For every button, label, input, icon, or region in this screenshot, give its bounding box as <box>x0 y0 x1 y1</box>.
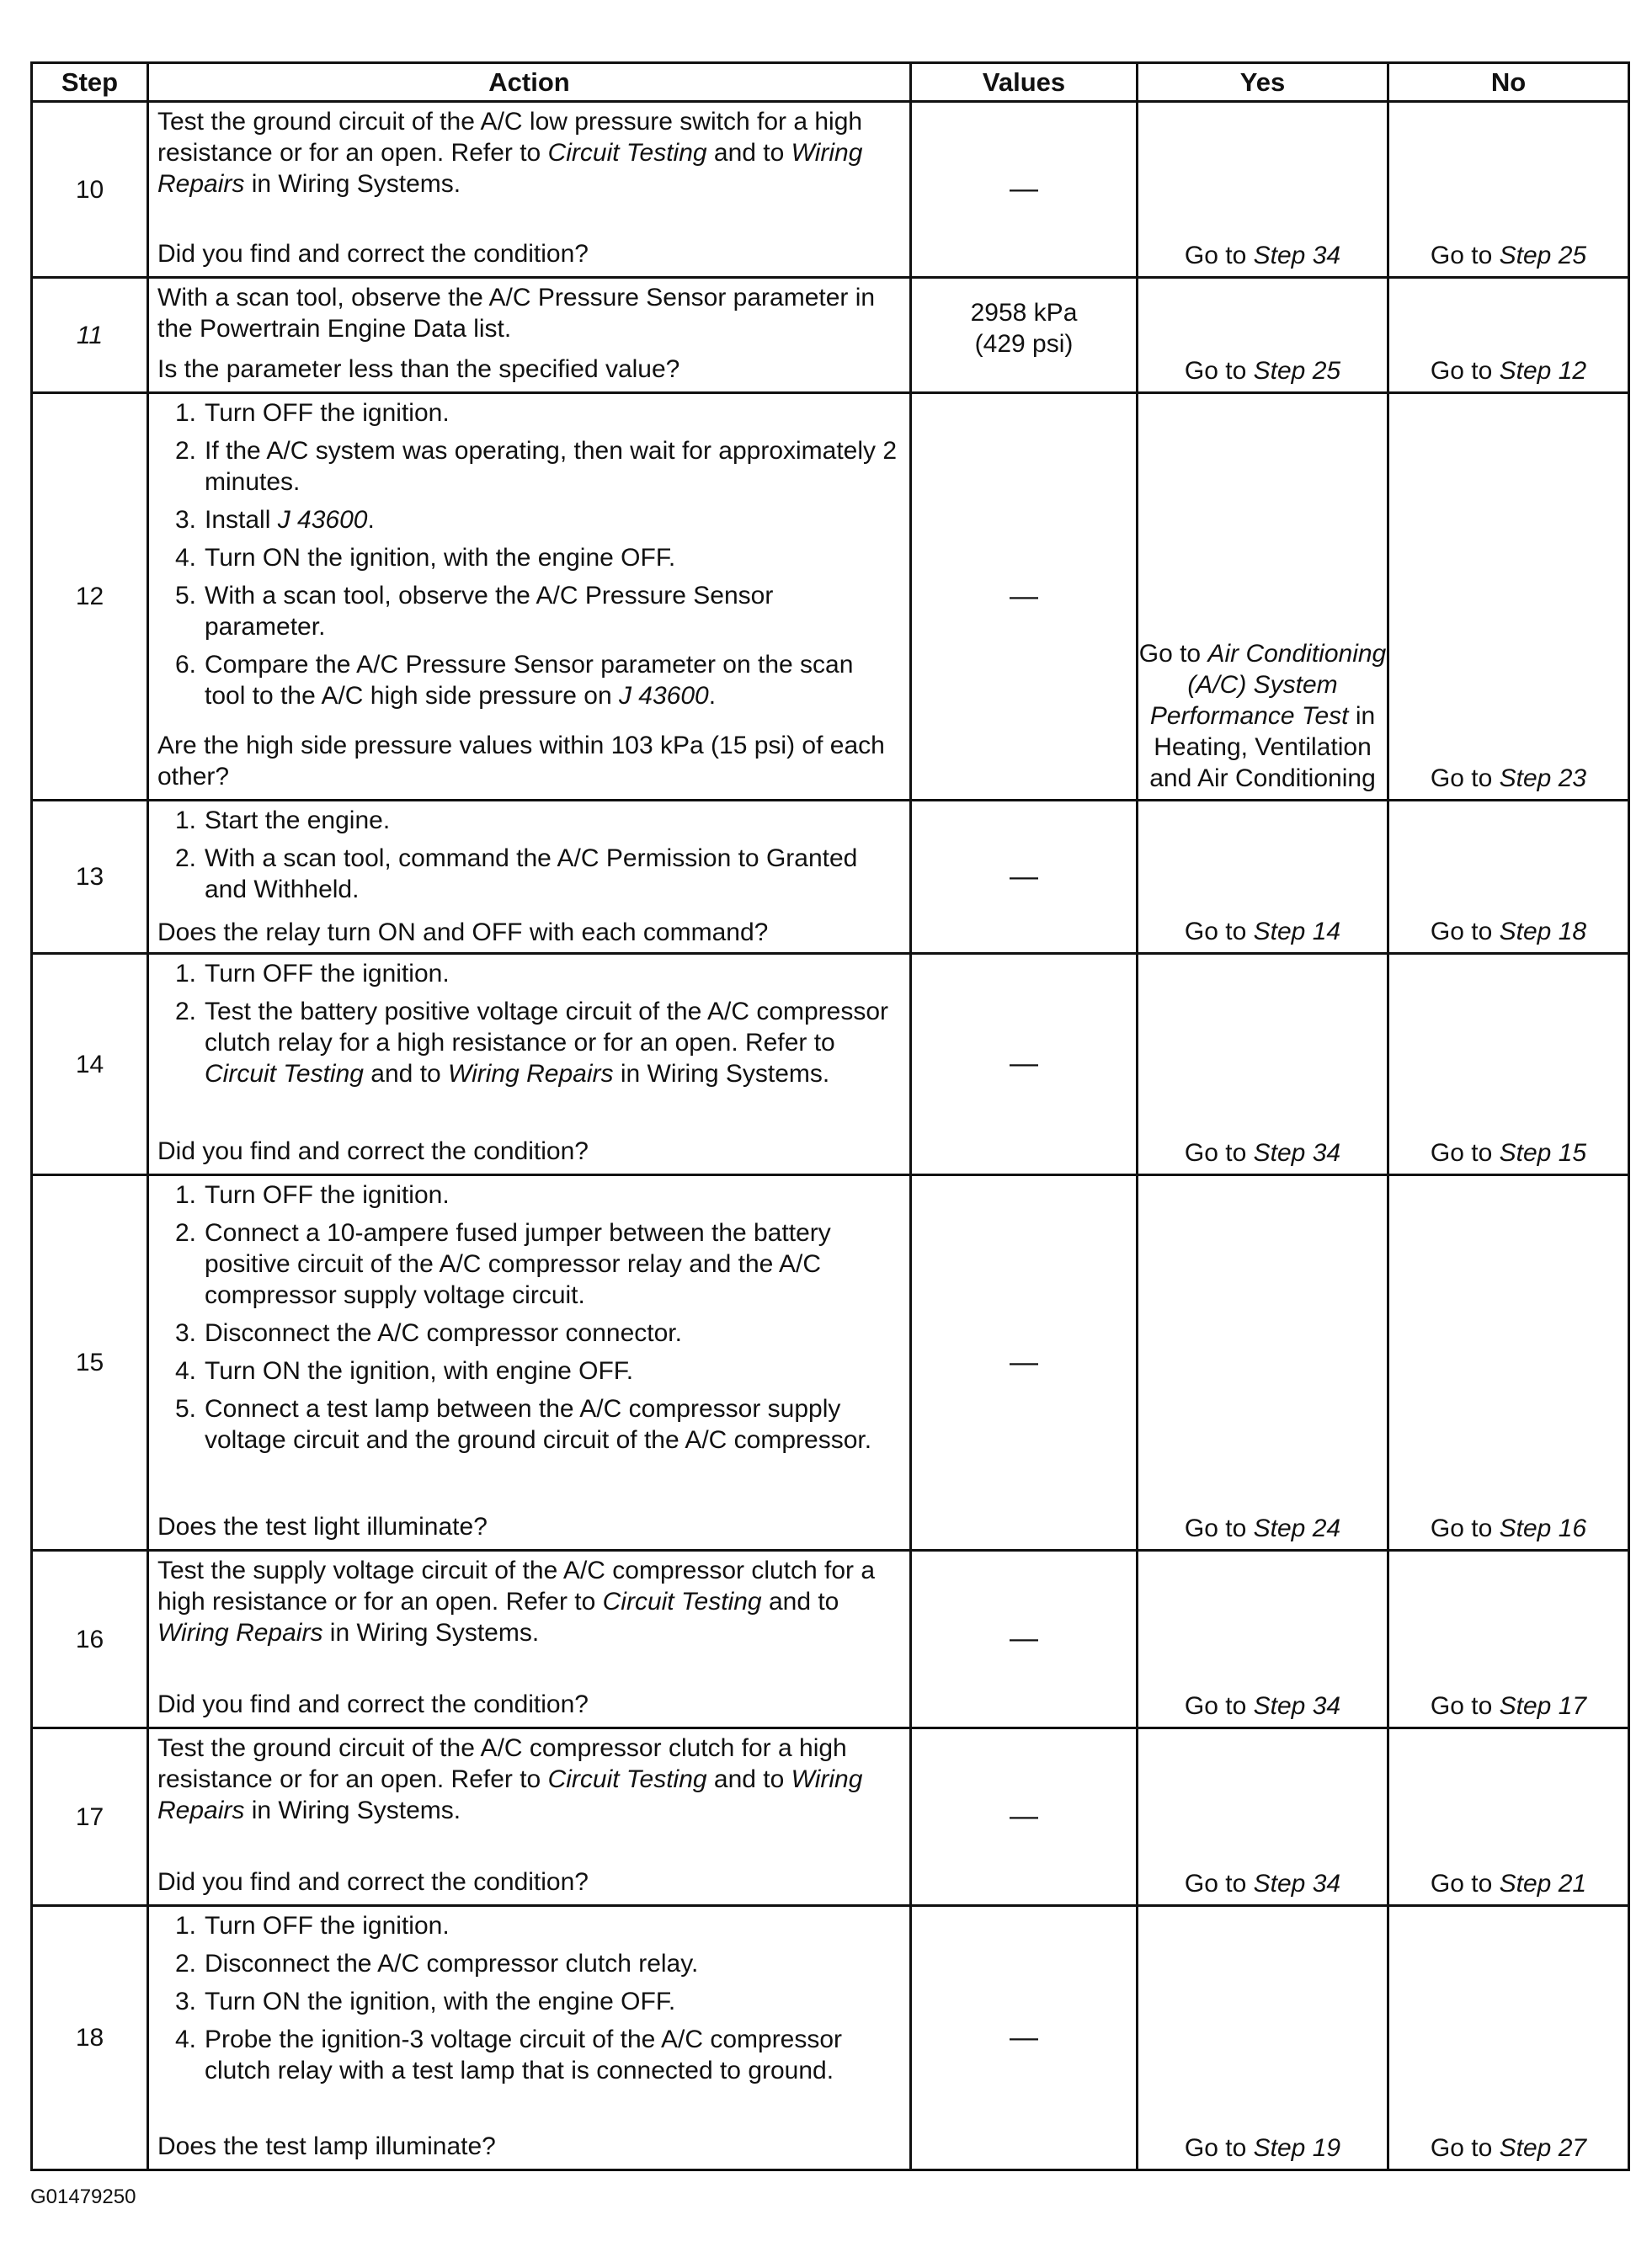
yes-target-step: Step 34 <box>1253 242 1341 269</box>
list-item-number: 3. <box>174 506 196 534</box>
reference-text: Wiring Repairs <box>157 1765 863 1824</box>
yes-cell <box>1138 954 1388 1175</box>
spacer <box>1246 357 1253 385</box>
yes-cell <box>1138 278 1388 393</box>
no-cell <box>1388 1906 1629 2170</box>
yes-target-step: Step 25 <box>1253 357 1341 385</box>
no-cell <box>1388 801 1629 954</box>
list-item-text <box>205 435 901 498</box>
yes-cell <box>1138 801 1388 954</box>
action-cell <box>148 393 911 801</box>
spacer <box>1492 918 1499 945</box>
list-item <box>157 2024 901 2086</box>
spacer <box>1492 2134 1499 2162</box>
action-text-part: and to <box>706 1765 791 1793</box>
action-cell <box>148 954 911 1175</box>
list-item <box>157 1355 901 1387</box>
action-text-part: Turn ON the ignition, with engine OFF. <box>205 1357 634 1385</box>
reference-text: J 43600 <box>277 506 368 534</box>
action-text-part: in Wiring Systems. <box>244 1797 461 1824</box>
value-line: (429 psi) <box>974 330 1074 358</box>
goto-prefix: Go to <box>1184 2134 1247 2162</box>
table-row <box>32 801 1629 954</box>
action-instructions <box>157 958 901 1096</box>
action-cell <box>148 1551 911 1728</box>
reference-text: Circuit Testing <box>547 1765 707 1793</box>
list-item-text <box>205 1393 901 1456</box>
list-item-text <box>205 2024 901 2086</box>
yes-cell <box>1138 1728 1388 1906</box>
goto-prefix: Go to <box>1184 357 1247 385</box>
yes-cell <box>1138 1906 1388 2170</box>
list-item <box>157 1179 901 1211</box>
action-content <box>157 805 901 945</box>
yes-cell <box>1138 102 1388 278</box>
yes-text-part: Go to <box>1138 640 1208 668</box>
value-dash: — <box>1010 1345 1038 1378</box>
list-item-number: 5. <box>174 1395 196 1423</box>
step-number: 11 <box>32 278 148 393</box>
step-number: 12 <box>32 393 148 801</box>
action-cell <box>148 1906 911 2170</box>
goto-prefix: Go to <box>1184 1870 1247 1898</box>
action-text-part: With a scan tool, observe the A/C Pressure Sensor parameter in the Powertrain Engine Data list. <box>157 284 876 343</box>
list-item <box>157 542 901 573</box>
action-text-part: Install <box>205 506 278 534</box>
yes-instruction <box>1138 638 1387 794</box>
list-item <box>157 1986 901 2017</box>
table-row <box>32 1906 1629 2170</box>
step-number: 13 <box>32 801 148 954</box>
action-text-part: . <box>708 682 717 710</box>
no-cell <box>1388 393 1629 801</box>
list-item-text <box>205 996 901 1089</box>
action-text-part: Turn OFF the ignition. <box>205 1912 450 1940</box>
values-cell <box>911 1728 1138 1906</box>
values-cell <box>911 1906 1138 2170</box>
goto-prefix: Go to <box>1430 764 1493 792</box>
reference-text: Circuit Testing <box>547 139 707 167</box>
list-item-number: 6. <box>174 651 196 679</box>
action-steps-list <box>157 397 901 711</box>
spacer <box>1246 1515 1253 1542</box>
no-cell <box>1388 1175 1629 1551</box>
table-body <box>32 102 1629 2170</box>
list-item-number: 1. <box>174 960 196 988</box>
value-line: 2958 kPa <box>970 299 1078 327</box>
action-cell <box>148 278 911 393</box>
action-text-part: Disconnect the A/C compressor connector. <box>205 1319 682 1347</box>
list-item-text <box>205 958 901 989</box>
list-item-text <box>205 1986 901 2017</box>
figure-code: G01479250 <box>30 2185 136 2208</box>
action-content <box>157 958 901 1167</box>
action-instructions <box>157 1555 901 1648</box>
action-text-part: Disconnect the A/C compressor clutch relay. <box>205 1950 699 1978</box>
no-cell <box>1388 1728 1629 1906</box>
no-cell <box>1388 954 1629 1175</box>
yes-target-step: Step 34 <box>1253 1870 1341 1898</box>
action-cell <box>148 102 911 278</box>
goto-prefix: Go to <box>1184 918 1247 945</box>
list-item <box>157 1948 901 1979</box>
action-text <box>157 282 901 344</box>
spacer <box>1246 1870 1253 1898</box>
no-target-step: Step 27 <box>1499 2134 1587 2162</box>
goto-prefix: Go to <box>1430 1139 1493 1167</box>
action-cell <box>148 801 911 954</box>
step-number: 18 <box>32 1906 148 2170</box>
reference-text: Wiring Repairs <box>157 1619 323 1647</box>
spacer <box>1492 764 1499 792</box>
action-content <box>157 1733 901 1898</box>
spacer <box>1246 918 1253 945</box>
action-text-part: With a scan tool, observe the A/C Pressure Sensor parameter. <box>205 582 774 641</box>
goto-prefix: Go to <box>1184 1139 1247 1167</box>
list-item-text <box>205 397 901 429</box>
list-item-text <box>205 1179 901 1211</box>
yes-cell <box>1138 393 1388 801</box>
action-text-part: Connect a 10-ampere fused jumper between the battery positive circuit of the A/C compressor relay and the A/C compressor supply voltage circuit. <box>205 1219 831 1309</box>
list-item-text <box>205 580 901 642</box>
list-item <box>157 435 901 498</box>
list-item <box>157 805 901 836</box>
list-item-number: 5. <box>174 582 196 610</box>
action-question: Are the high side pressure values within 103 kPa (15 psi) of each other? <box>157 732 885 791</box>
reference-text: J 43600 <box>618 682 709 710</box>
list-item-number: 1. <box>174 1912 196 1940</box>
values-cell <box>911 393 1138 801</box>
list-item-text <box>205 1355 901 1387</box>
header-step: Step <box>32 63 148 102</box>
step-number: 17 <box>32 1728 148 1906</box>
action-text-part: Probe the ignition-3 voltage circuit of the A/C compressor clutch relay with a test lamp that is connected to ground. <box>205 2026 843 2084</box>
action-text-part: Test the supply voltage circuit of the A/C compressor clutch for a high resistance or for an open. Refer to <box>157 1557 876 1616</box>
goto-prefix: Go to <box>1430 918 1493 945</box>
goto-prefix: Go to <box>1430 357 1493 385</box>
action-text-part: With a scan tool, command the A/C Permission to Granted and Withheld. <box>205 844 858 903</box>
table-row <box>32 954 1629 1175</box>
action-question: Is the parameter less than the specified value? <box>157 355 680 383</box>
action-steps-list <box>157 1910 901 2086</box>
action-instructions <box>157 106 901 200</box>
list-item-number: 3. <box>174 1988 196 2015</box>
action-text-part: Turn ON the ignition, with the engine OFF. <box>205 1988 676 2015</box>
action-text-part: Test the ground circuit of the A/C low pressure switch for a high resistance or for an open. Refer to <box>157 108 863 167</box>
goto-prefix: Go to <box>1430 1692 1493 1720</box>
action-text-part: If the A/C system was operating, then wait for approximately 2 minutes. <box>205 437 898 496</box>
action-text <box>157 106 901 200</box>
action-text-part: Turn ON the ignition, with the engine OFF. <box>205 544 676 572</box>
step-number: 14 <box>32 954 148 1175</box>
list-item-text <box>205 843 901 905</box>
no-cell <box>1388 278 1629 393</box>
header-no: No <box>1388 63 1629 102</box>
action-question: Does the test lamp illuminate? <box>157 2132 496 2160</box>
reference-text: Air Conditioning (A/C) System Performance Test <box>1149 640 1387 730</box>
action-content <box>157 106 901 269</box>
spacer <box>1492 242 1499 269</box>
action-text-part: Test the battery positive voltage circuit of the A/C compressor clutch relay for a high resistance or for an open. Refer to <box>205 998 889 1057</box>
action-content <box>157 1910 901 2162</box>
list-item-number: 2. <box>174 998 196 1025</box>
goto-prefix: Go to <box>1430 1870 1493 1898</box>
list-item <box>157 1910 901 1941</box>
action-text-part: . <box>367 506 375 534</box>
no-target-step: Step 18 <box>1499 918 1587 945</box>
spacer <box>1246 1692 1253 1720</box>
list-item-number: 2. <box>174 844 196 872</box>
header-yes: Yes <box>1138 63 1388 102</box>
step-number: 16 <box>32 1551 148 1728</box>
yes-text-part: in Heating, Ventilation and Air Conditioning <box>1149 702 1376 792</box>
action-question: Did you find and correct the condition? <box>157 1868 589 1896</box>
action-question: Did you find and correct the condition? <box>157 240 589 268</box>
values-cell <box>911 102 1138 278</box>
list-item-number: 1. <box>174 399 196 427</box>
value-dash: — <box>1010 579 1038 612</box>
spacer <box>1492 357 1499 385</box>
action-content <box>157 1555 901 1720</box>
action-content <box>157 397 901 792</box>
action-instructions <box>157 1733 901 1826</box>
no-target-step: Step 15 <box>1499 1139 1587 1167</box>
action-text-part: Turn OFF the ignition. <box>205 960 450 988</box>
spacer <box>1492 1870 1499 1898</box>
list-item-text <box>205 1910 901 1941</box>
yes-target-step: Step 14 <box>1253 918 1341 945</box>
goto-prefix: Go to <box>1184 242 1247 269</box>
action-text-part: in Wiring Systems. <box>244 170 461 198</box>
list-item-number: 1. <box>174 1181 196 1209</box>
header-action: Action <box>148 63 911 102</box>
header-row <box>32 63 1629 102</box>
list-item <box>157 397 901 429</box>
list-item <box>157 958 901 989</box>
no-target-step: Step 17 <box>1499 1692 1587 1720</box>
action-instructions <box>157 1910 901 2093</box>
list-item <box>157 1393 901 1456</box>
action-text <box>157 1733 901 1826</box>
list-item <box>157 649 901 711</box>
no-target-step: Step 25 <box>1499 242 1587 269</box>
list-item <box>157 504 901 535</box>
list-item-number: 4. <box>174 1357 196 1385</box>
list-item <box>157 580 901 642</box>
value-dash: — <box>1010 2020 1038 2053</box>
list-item-number: 4. <box>174 2026 196 2053</box>
list-item-number: 2. <box>174 1219 196 1247</box>
table-row <box>32 102 1629 278</box>
action-text-part: and to <box>363 1060 449 1088</box>
list-item-text <box>205 542 901 573</box>
action-text-part: Compare the A/C Pressure Sensor parameter on the scan tool to the A/C high side pressure on <box>205 651 854 710</box>
diagnostic-table <box>30 61 1630 2171</box>
goto-prefix: Go to <box>1184 1515 1247 1542</box>
action-text-part: Start the engine. <box>205 807 391 834</box>
spacer <box>1246 1139 1253 1167</box>
action-text-part: Connect a test lamp between the A/C compressor supply voltage circuit and the ground circuit of the A/C compressor. <box>205 1395 872 1454</box>
list-item <box>157 1217 901 1311</box>
values-cell <box>911 801 1138 954</box>
table-row <box>32 278 1629 393</box>
spacer <box>1492 1515 1499 1542</box>
list-item-text <box>205 805 901 836</box>
action-instructions <box>157 805 901 912</box>
list-item-number: 1. <box>174 807 196 834</box>
value-dash: — <box>1010 1800 1038 1832</box>
table-row <box>32 1551 1629 1728</box>
action-cell <box>148 1175 911 1551</box>
action-text-part: and to <box>706 139 791 167</box>
list-item-number: 2. <box>174 1950 196 1978</box>
goto-prefix: Go to <box>1430 242 1493 269</box>
list-item-number: 4. <box>174 544 196 572</box>
yes-target-step: Step 34 <box>1253 1692 1341 1720</box>
list-item <box>157 1318 901 1349</box>
spacer <box>1246 242 1253 269</box>
list-item-text <box>205 1217 901 1311</box>
yes-cell <box>1138 1175 1388 1551</box>
value-dash: — <box>1010 173 1038 205</box>
value-dash: — <box>1010 1622 1038 1654</box>
spacer <box>1246 2134 1253 2162</box>
action-text-part: Test the ground circuit of the A/C compressor clutch for a high resistance or for an open. Refer to <box>157 1734 847 1793</box>
action-question: Did you find and correct the condition? <box>157 1690 589 1718</box>
action-steps-list <box>157 1179 901 1456</box>
value-dash: — <box>1010 860 1038 892</box>
action-question: Does the test light illuminate? <box>157 1513 488 1541</box>
no-target-step: Step 12 <box>1499 357 1587 385</box>
yes-cell <box>1138 1551 1388 1728</box>
action-instructions <box>157 397 901 718</box>
action-content <box>157 282 901 385</box>
action-question: Did you find and correct the condition? <box>157 1137 589 1165</box>
list-item-number: 2. <box>174 437 196 465</box>
step-number: 15 <box>32 1175 148 1551</box>
values-cell <box>911 278 1138 393</box>
table-row <box>32 1175 1629 1551</box>
goto-prefix: Go to <box>1430 2134 1493 2162</box>
list-item-text <box>205 649 901 711</box>
action-content <box>157 1179 901 1542</box>
action-instructions <box>157 1179 901 1462</box>
list-item-number: 3. <box>174 1319 196 1347</box>
list-item-text <box>205 1948 901 1979</box>
no-target-step: Step 16 <box>1499 1515 1587 1542</box>
list-item-text <box>205 1318 901 1349</box>
yes-target-step: Step 19 <box>1253 2134 1341 2162</box>
no-cell <box>1388 102 1629 278</box>
action-instructions <box>157 282 901 344</box>
yes-target-step: Step 24 <box>1253 1515 1341 1542</box>
action-steps-list <box>157 958 901 1089</box>
table-row <box>32 1728 1629 1906</box>
reference-text: Circuit Testing <box>602 1588 762 1616</box>
value-dash: — <box>1010 1047 1038 1079</box>
action-text-part: Turn OFF the ignition. <box>205 399 450 427</box>
values-cell <box>911 1551 1138 1728</box>
header-values: Values <box>911 63 1138 102</box>
list-item <box>157 843 901 905</box>
reference-text: Wiring Repairs <box>448 1060 614 1088</box>
no-target-step: Step 21 <box>1499 1870 1587 1898</box>
table-row <box>32 393 1629 801</box>
action-text-part: in Wiring Systems. <box>322 1619 540 1647</box>
no-cell <box>1388 1551 1629 1728</box>
no-target-step: Step 23 <box>1499 764 1587 792</box>
action-text-part: and to <box>761 1588 839 1616</box>
spacer <box>1492 1139 1499 1167</box>
values-cell <box>911 1175 1138 1551</box>
list-item <box>157 996 901 1089</box>
spacer <box>1492 1692 1499 1720</box>
goto-prefix: Go to <box>1184 1692 1247 1720</box>
list-item-text <box>205 504 901 535</box>
action-steps-list <box>157 805 901 905</box>
action-text <box>157 1555 901 1648</box>
action-cell <box>148 1728 911 1906</box>
values-cell <box>911 954 1138 1175</box>
reference-text: Wiring Repairs <box>157 139 863 198</box>
step-number: 10 <box>32 102 148 278</box>
yes-target-step: Step 34 <box>1253 1139 1341 1167</box>
action-text-part: in Wiring Systems. <box>613 1060 830 1088</box>
action-text-part: Turn OFF the ignition. <box>205 1181 450 1209</box>
action-question: Does the relay turn ON and OFF with each command? <box>157 918 769 946</box>
reference-text: Circuit Testing <box>205 1060 364 1088</box>
goto-prefix: Go to <box>1430 1515 1493 1542</box>
